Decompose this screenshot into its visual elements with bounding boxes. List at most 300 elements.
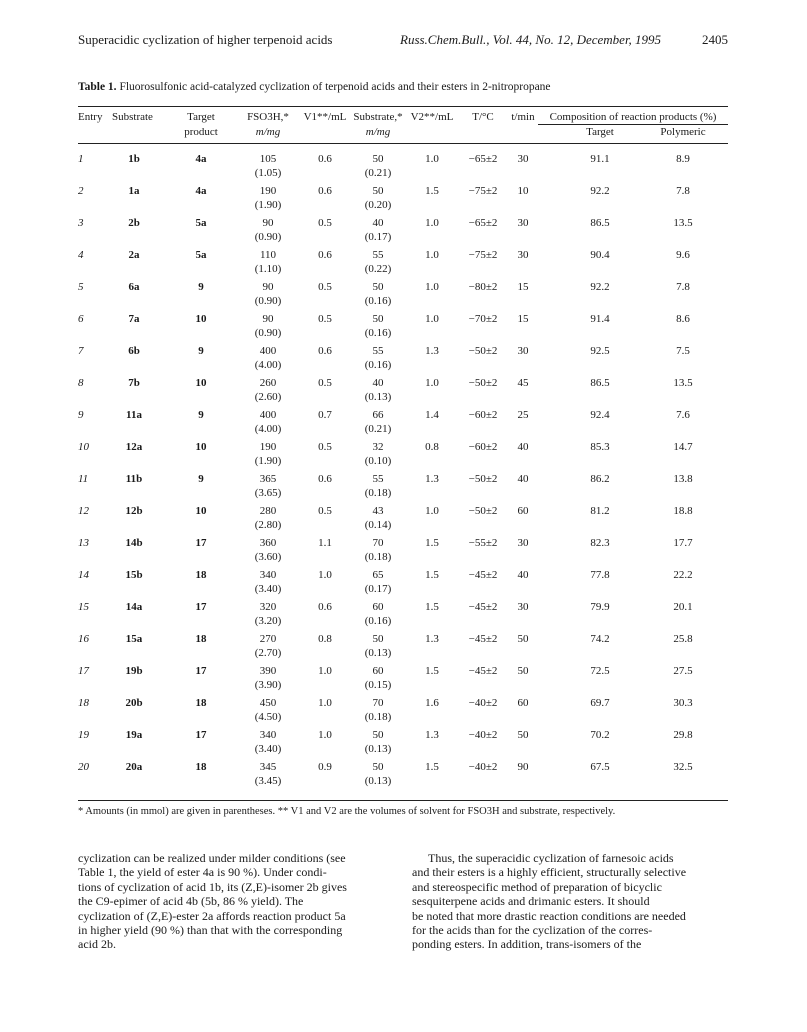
cell-v2: 1.3 <box>425 345 439 357</box>
cell-substrate-mmol: (0.13) <box>364 391 392 403</box>
cell-fso3h: 340 <box>259 569 277 581</box>
cell-entry: 12 <box>78 505 89 517</box>
cell-fso3h-mmol: (4.50) <box>254 711 282 723</box>
cell-temperature: −60±2 <box>468 409 498 421</box>
cell-v1: 0.5 <box>318 217 332 229</box>
cell-polymeric-pct: 13.8 <box>673 473 693 485</box>
cell-fso3h-mmol: (4.00) <box>254 359 282 371</box>
cell-fso3h-mmol: (2.60) <box>254 391 282 403</box>
cell-fso3h: 280 <box>259 505 277 517</box>
cell-substrate: 2b <box>128 217 140 229</box>
cell-v1: 0.7 <box>318 409 332 421</box>
cell-fso3h-mmol: (1.10) <box>254 263 282 275</box>
cell-substrate-mmol: (0.15) <box>364 679 392 691</box>
cell-target-pct: 69.7 <box>590 697 610 709</box>
cell-v2: 1.5 <box>425 537 439 549</box>
cell-target-pct: 86.2 <box>590 473 610 485</box>
cell-target: 10 <box>195 441 207 453</box>
header-v2: V2**/mL <box>410 111 454 123</box>
cell-v1: 1.0 <box>318 697 332 709</box>
cell-fso3h: 360 <box>259 537 277 549</box>
cell-substrate-mass: 40 <box>372 377 384 389</box>
body-line: cyclization can be realized under milder conditions (see <box>78 851 346 865</box>
cell-temperature: −50±2 <box>468 473 498 485</box>
cell-polymeric-pct: 9.6 <box>676 249 690 261</box>
cell-target: 9 <box>198 345 204 357</box>
cell-fso3h-mmol: (4.00) <box>254 423 282 435</box>
cell-v2: 0.8 <box>425 441 439 453</box>
cell-substrate-mass: 55 <box>372 345 384 357</box>
cell-time: 50 <box>517 633 529 645</box>
cell-substrate-mass: 50 <box>372 313 384 325</box>
cell-temperature: −50±2 <box>468 377 498 389</box>
cell-target-pct: 92.5 <box>590 345 610 357</box>
cell-substrate-mass: 32 <box>372 441 384 453</box>
cell-substrate: 11b <box>125 473 143 485</box>
cell-time: 50 <box>517 665 529 677</box>
cell-time: 60 <box>517 505 529 517</box>
cell-substrate-mass: 43 <box>372 505 384 517</box>
cell-v1: 0.5 <box>318 377 332 389</box>
cell-temperature: −45±2 <box>468 601 498 613</box>
cell-substrate: 20a <box>125 761 143 773</box>
cell-v1: 0.6 <box>318 249 332 261</box>
cell-temperature: −65±2 <box>468 153 498 165</box>
cell-substrate-mmol: (0.16) <box>364 359 392 371</box>
cell-temperature: −65±2 <box>468 217 498 229</box>
cell-fso3h: 90 <box>262 313 274 325</box>
cell-v1: 0.5 <box>318 441 332 453</box>
table-caption <box>78 81 551 93</box>
cell-entry: 14 <box>78 569 89 581</box>
cell-fso3h-mmol: (2.70) <box>254 647 282 659</box>
header-substrate-mass-1: Substrate,* <box>353 111 403 123</box>
cell-v1: 0.5 <box>318 505 332 517</box>
cell-v2: 1.5 <box>425 569 439 581</box>
cell-polymeric-pct: 8.9 <box>676 153 690 165</box>
cell-substrate-mmol: (0.18) <box>364 487 392 499</box>
cell-target: 17 <box>195 601 207 613</box>
cell-polymeric-pct: 13.5 <box>673 377 693 389</box>
cell-target-pct: 72.5 <box>590 665 610 677</box>
cell-v2: 1.3 <box>425 729 439 741</box>
cell-fso3h: 110 <box>259 249 277 261</box>
cell-fso3h-mmol: (0.90) <box>254 295 282 307</box>
cell-v1: 0.8 <box>318 633 332 645</box>
body-line: cyclization of (Z,E)-ester 2a affords reaction product 5a <box>78 908 346 923</box>
cell-substrate-mass: 50 <box>372 633 384 645</box>
cell-target: 18 <box>195 697 207 709</box>
cell-target: 18 <box>195 633 207 645</box>
cell-entry: 9 <box>78 409 84 421</box>
cell-v2: 1.0 <box>425 377 439 389</box>
cell-temperature: −50±2 <box>468 345 498 357</box>
cell-entry: 8 <box>78 377 84 389</box>
cell-substrate-mass: 65 <box>372 569 384 581</box>
cell-v2: 1.3 <box>425 473 439 485</box>
cell-polymeric-pct: 25.8 <box>673 633 693 645</box>
cell-fso3h: 365 <box>259 473 277 485</box>
header-entry: Entry <box>78 111 103 123</box>
body-line: Thus, the superacidic cyclization of farnesoic acids <box>428 851 674 865</box>
cell-substrate-mass: 55 <box>372 473 384 485</box>
header-target-1: Target <box>187 111 215 123</box>
cell-substrate: 12b <box>125 505 143 517</box>
cell-polymeric-pct: 22.2 <box>673 569 693 581</box>
cell-fso3h: 390 <box>259 665 277 677</box>
cell-temperature: −45±2 <box>468 633 498 645</box>
cell-substrate: 11a <box>126 409 142 421</box>
cell-substrate-mmol: (0.20) <box>364 199 392 211</box>
cell-target-pct: 81.2 <box>590 505 610 517</box>
cell-entry: 7 <box>78 345 84 357</box>
cell-v1: 0.6 <box>318 473 332 485</box>
cell-v2: 1.0 <box>425 153 439 165</box>
header-fso3h-2: m/mg <box>255 126 281 138</box>
cell-polymeric-pct: 14.7 <box>673 441 693 453</box>
cell-time: 30 <box>517 153 529 165</box>
cell-temperature: −50±2 <box>468 505 498 517</box>
cell-v1: 0.6 <box>318 153 332 165</box>
cell-substrate-mmol: (0.14) <box>364 519 392 531</box>
cell-v2: 1.0 <box>425 313 439 325</box>
cell-substrate-mass: 70 <box>372 697 384 709</box>
cell-substrate-mass: 40 <box>372 217 384 229</box>
cell-time: 30 <box>517 345 529 357</box>
cell-polymeric-pct: 29.8 <box>673 729 693 741</box>
body-line: in higher yield (90 %) than that with the corresponding <box>78 923 343 938</box>
cell-entry: 17 <box>78 665 89 677</box>
cell-substrate-mmol: (0.21) <box>364 167 392 179</box>
cell-substrate-mass: 70 <box>372 537 384 549</box>
body-line: acid 2b. <box>78 937 116 952</box>
table-footnote: * Amounts (in mmol) are given in parentheses. ** V1 and V2 are the volumes of solvent for FSO3H and substrate, respectively. <box>78 806 616 817</box>
cell-v2: 1.0 <box>425 249 439 261</box>
cell-entry: 19 <box>78 729 89 741</box>
cell-entry: 10 <box>78 441 89 453</box>
cell-polymeric-pct: 20.1 <box>673 601 693 613</box>
cell-entry: 13 <box>78 537 89 549</box>
cell-v1: 0.5 <box>318 313 332 325</box>
cell-entry: 1 <box>78 153 84 165</box>
cell-v1: 0.6 <box>318 185 332 197</box>
body-line: tions of cyclization of acid 1b, its (Z,E)-isomer 2b gives <box>78 879 347 894</box>
body-column-right <box>412 851 728 952</box>
body-line: be noted that more drastic reaction conditions are needed <box>412 908 686 923</box>
cell-substrate: 14a <box>125 601 143 613</box>
cell-v2: 1.5 <box>425 601 439 613</box>
cell-polymeric-pct: 17.7 <box>673 537 693 549</box>
cell-substrate: 15a <box>125 633 143 645</box>
cell-entry: 16 <box>78 633 89 645</box>
body-line: Table 1, the yield of ester 4a is 90 %). Under condi- <box>78 865 327 880</box>
cell-fso3h: 345 <box>259 761 277 773</box>
cell-entry: 18 <box>78 697 89 709</box>
cell-fso3h: 270 <box>259 633 277 645</box>
cell-substrate-mmol: (0.17) <box>364 583 392 595</box>
cell-polymeric-pct: 7.8 <box>676 281 690 293</box>
cell-v1: 1.0 <box>318 729 332 741</box>
cell-substrate-mmol: (0.22) <box>364 263 392 275</box>
cell-fso3h: 105 <box>259 153 277 165</box>
cell-entry: 11 <box>78 473 89 485</box>
cell-time: 15 <box>517 281 529 293</box>
cell-target-pct: 92.2 <box>590 185 610 197</box>
cell-target: 10 <box>195 313 207 325</box>
page-number: 2405 <box>702 32 728 47</box>
cell-fso3h-mmol: (3.65) <box>254 487 282 499</box>
cell-v1: 0.6 <box>318 601 332 613</box>
header-substrate-mass-2: m/mg <box>365 126 391 138</box>
cell-substrate-mmol: (0.13) <box>364 743 392 755</box>
cell-temperature: −70±2 <box>468 313 498 325</box>
cell-polymeric-pct: 18.8 <box>673 505 693 517</box>
body-line: and their esters is a highly efficient, structurally selective <box>412 865 687 880</box>
body-line: sesquiterpene acids and drimanic esters. It should <box>412 894 650 909</box>
cell-target-pct: 86.5 <box>590 217 610 229</box>
cell-target: 9 <box>198 409 204 421</box>
cell-temperature: −60±2 <box>468 441 498 453</box>
cell-target: 9 <box>198 473 204 485</box>
cell-v1: 0.9 <box>318 761 332 773</box>
cell-v2: 1.3 <box>425 633 439 645</box>
cell-polymeric-pct: 7.6 <box>676 409 690 421</box>
cell-fso3h: 90 <box>262 281 274 293</box>
cell-substrate-mmol: (0.16) <box>364 327 392 339</box>
cell-fso3h-mmol: (3.60) <box>254 551 282 563</box>
cell-substrate-mmol: (0.17) <box>364 231 392 243</box>
cell-target: 18 <box>195 761 207 773</box>
header-time: t/min <box>511 111 535 123</box>
cell-v1: 1.0 <box>318 665 332 677</box>
cell-polymeric-pct: 8.6 <box>676 313 690 325</box>
cell-target: 17 <box>195 729 207 741</box>
cell-substrate-mmol: (0.16) <box>364 295 392 307</box>
cell-v2: 1.4 <box>425 409 439 421</box>
cell-fso3h: 450 <box>259 697 277 709</box>
cell-target: 4a <box>195 153 207 165</box>
cell-temperature: −45±2 <box>468 665 498 677</box>
body-line: the C9-epimer of acid 4b (5b, 86 % yield). The <box>78 894 304 909</box>
cell-substrate-mmol: (0.16) <box>364 615 392 627</box>
cell-v2: 1.6 <box>425 697 439 709</box>
cell-temperature: −40±2 <box>468 729 498 741</box>
table-rule <box>538 124 728 125</box>
cell-substrate: 2a <box>128 249 140 261</box>
cell-v2: 1.0 <box>425 217 439 229</box>
cell-v2: 1.0 <box>425 505 439 517</box>
cell-time: 90 <box>517 761 529 773</box>
cell-substrate-mass: 66 <box>372 409 384 421</box>
cell-target: 17 <box>195 537 207 549</box>
cell-substrate: 19b <box>125 665 143 677</box>
cell-target-pct: 92.4 <box>590 409 610 421</box>
cell-entry: 3 <box>78 217 84 229</box>
cell-target-pct: 91.1 <box>590 153 610 165</box>
cell-substrate: 15b <box>125 569 143 581</box>
cell-polymeric-pct: 32.5 <box>673 761 693 773</box>
cell-entry: 5 <box>78 281 84 293</box>
cell-target-pct: 67.5 <box>590 761 610 773</box>
cell-substrate: 20b <box>125 697 143 709</box>
header-composition-polymeric: Polymeric <box>660 126 706 138</box>
cell-fso3h-mmol: (1.05) <box>254 167 282 179</box>
cell-v2: 1.0 <box>425 281 439 293</box>
cell-substrate-mass: 60 <box>372 665 384 677</box>
cell-temperature: −40±2 <box>468 761 498 773</box>
cell-target-pct: 90.4 <box>590 249 610 261</box>
cell-target-pct: 86.5 <box>590 377 610 389</box>
cell-time: 30 <box>517 537 529 549</box>
cell-fso3h-mmol: (3.40) <box>254 583 282 595</box>
cell-entry: 4 <box>78 249 84 261</box>
cell-fso3h: 400 <box>259 345 277 357</box>
cell-v2: 1.5 <box>425 185 439 197</box>
cell-target: 4a <box>195 185 207 197</box>
header-temperature: T/°C <box>472 111 494 123</box>
table-rule <box>78 106 728 107</box>
cell-fso3h: 190 <box>259 185 277 197</box>
running-title: Superacidic cyclization of higher terpenoid acids <box>78 32 333 47</box>
header-target-2: product <box>184 126 218 138</box>
cell-polymeric-pct: 27.5 <box>673 665 693 677</box>
body-line: and stereospecific method of preparation of bicyclic <box>412 879 662 894</box>
cell-v1: 0.6 <box>318 345 332 357</box>
cell-v1: 1.1 <box>318 537 332 549</box>
table-rule <box>78 143 728 144</box>
cell-temperature: −55±2 <box>468 537 498 549</box>
cell-substrate: 19a <box>125 729 143 741</box>
cell-fso3h-mmol: (1.90) <box>254 455 282 467</box>
cell-substrate: 14b <box>125 537 143 549</box>
cell-v1: 1.0 <box>318 569 332 581</box>
cell-time: 40 <box>517 441 529 453</box>
cell-time: 60 <box>517 697 529 709</box>
header-composition: Composition of reaction products (%) <box>549 111 717 123</box>
cell-fso3h-mmol: (3.90) <box>254 679 282 691</box>
cell-entry: 2 <box>78 185 84 197</box>
cell-substrate: 7b <box>128 377 140 389</box>
cell-time: 30 <box>517 601 529 613</box>
table-rule <box>78 800 728 801</box>
cell-substrate: 6a <box>128 281 140 293</box>
cell-substrate: 12a <box>125 441 143 453</box>
cell-substrate-mass: 50 <box>372 761 384 773</box>
cell-time: 10 <box>517 185 529 197</box>
cell-fso3h-mmol: (2.80) <box>254 519 282 531</box>
cell-target-pct: 91.4 <box>590 313 610 325</box>
table-label: Table 1. <box>78 81 117 93</box>
cell-fso3h: 400 <box>259 409 277 421</box>
cell-v2: 1.5 <box>425 665 439 677</box>
cell-substrate-mass: 50 <box>372 281 384 293</box>
cell-substrate-mmol: (0.18) <box>364 551 392 563</box>
cell-target: 18 <box>195 569 207 581</box>
cell-fso3h: 320 <box>259 601 277 613</box>
cell-target-pct: 74.2 <box>590 633 610 645</box>
cell-substrate-mass: 50 <box>372 729 384 741</box>
cell-temperature: −45±2 <box>468 569 498 581</box>
cell-time: 30 <box>517 217 529 229</box>
cell-temperature: −80±2 <box>468 281 498 293</box>
body-line: ponding esters. In addition, trans-isomers of the <box>412 937 642 952</box>
cell-substrate-mass: 55 <box>372 249 384 261</box>
cell-time: 25 <box>517 409 529 421</box>
cell-polymeric-pct: 30.3 <box>673 697 693 709</box>
journal-citation: Russ.Chem.Bull., Vol. 44, No. 12, December, 1995 <box>400 32 662 47</box>
cell-substrate: 6b <box>128 345 140 357</box>
cell-temperature: −75±2 <box>468 249 498 261</box>
cell-fso3h: 260 <box>259 377 277 389</box>
cell-target: 5a <box>195 249 207 261</box>
cell-v1: 0.5 <box>318 281 332 293</box>
cell-fso3h: 90 <box>262 217 274 229</box>
running-header <box>78 32 728 52</box>
cell-substrate-mass: 60 <box>372 601 384 613</box>
cell-temperature: −75±2 <box>468 185 498 197</box>
cell-substrate: 7a <box>128 313 140 325</box>
cell-target: 5a <box>195 217 207 229</box>
cell-fso3h-mmol: (1.90) <box>254 199 282 211</box>
cell-temperature: −40±2 <box>468 697 498 709</box>
cell-target: 10 <box>195 377 207 389</box>
cell-fso3h: 340 <box>259 729 277 741</box>
cell-target-pct: 77.8 <box>590 569 610 581</box>
cell-substrate-mass: 50 <box>372 185 384 197</box>
cell-time: 15 <box>517 313 529 325</box>
header-fso3h-1: FSO3H,* <box>247 111 289 123</box>
cell-polymeric-pct: 7.5 <box>676 345 690 357</box>
cell-fso3h-mmol: (3.45) <box>254 775 282 787</box>
cell-target-pct: 85.3 <box>590 441 610 453</box>
cell-substrate-mmol: (0.13) <box>364 647 392 659</box>
cell-time: 45 <box>517 377 529 389</box>
cell-substrate-mmol: (0.21) <box>364 423 392 435</box>
cell-substrate-mmol: (0.18) <box>364 711 392 723</box>
cell-substrate: 1a <box>128 185 140 197</box>
cell-fso3h-mmol: (3.40) <box>254 743 282 755</box>
body-column-left <box>78 851 394 952</box>
cell-time: 40 <box>517 473 529 485</box>
cell-fso3h-mmol: (0.90) <box>254 327 282 339</box>
cell-polymeric-pct: 7.8 <box>676 185 690 197</box>
cell-target-pct: 79.9 <box>590 601 610 613</box>
cell-substrate-mass: 50 <box>372 153 384 165</box>
cell-target-pct: 82.3 <box>590 537 610 549</box>
cell-target-pct: 92.2 <box>590 281 610 293</box>
cell-v2: 1.5 <box>425 761 439 773</box>
cell-entry: 15 <box>78 601 89 613</box>
header-v1: V1**/mL <box>303 111 347 123</box>
cell-target: 10 <box>195 505 207 517</box>
table-caption-text: Fluorosulfonic acid-catalyzed cyclization of terpenoid acids and their esters in 2-nitropropane <box>119 81 551 93</box>
cell-fso3h: 190 <box>259 441 277 453</box>
cell-polymeric-pct: 13.5 <box>673 217 693 229</box>
header-composition-target: Target <box>586 126 614 138</box>
cell-time: 30 <box>517 249 529 261</box>
cell-substrate-mmol: (0.13) <box>364 775 392 787</box>
cell-fso3h-mmol: (0.90) <box>254 231 282 243</box>
cell-time: 50 <box>517 729 529 741</box>
cell-time: 40 <box>517 569 529 581</box>
cell-target: 17 <box>195 665 207 677</box>
cell-target-pct: 70.2 <box>590 729 610 741</box>
cell-entry: 20 <box>78 761 89 773</box>
cell-substrate-mmol: (0.10) <box>364 455 392 467</box>
cell-entry: 6 <box>78 313 84 325</box>
cell-substrate: 1b <box>128 153 140 165</box>
cell-fso3h-mmol: (3.20) <box>254 615 282 627</box>
